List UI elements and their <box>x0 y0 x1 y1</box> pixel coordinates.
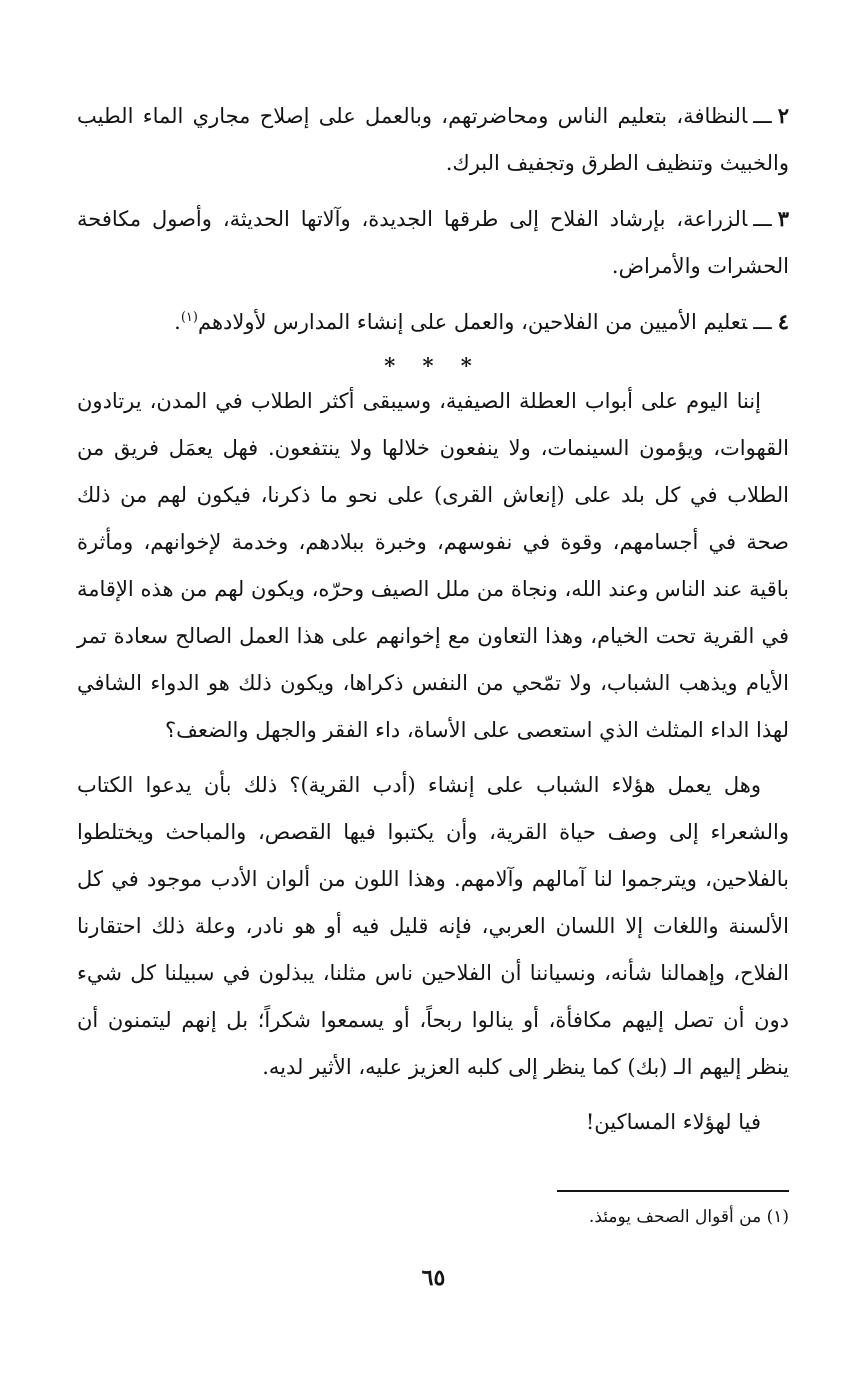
footnote-reference: (١) <box>180 310 198 325</box>
page-number: ٦٥ <box>421 1265 446 1291</box>
list-item-dash: ـــ <box>753 104 772 128</box>
list-item-number: ٣ <box>777 206 789 231</box>
list-item <box>77 92 789 187</box>
footnote-divider <box>557 1190 789 1192</box>
list-item-dash: ـــ <box>753 207 772 231</box>
page-body <box>77 92 789 1146</box>
section-separator: * * * <box>384 353 482 378</box>
footnote: (١) من أقوال الصحف يومئذ. <box>588 1207 789 1227</box>
list-item-number: ٤ <box>777 309 789 334</box>
body-paragraph: إننا اليوم على أبواب العطلة الصيفية، وسيبقى أكثر الطلاب في المدن، يرتادون القهوات، ويؤمون السينمات، ولا ينفعون خلالها ولا ينتفعون. فهل يعمَل فريق من الطلاب في كل بلد على (إنعاش القرى) على نحو ما ذكرنا، فيكون لهم من ذلك صحة في أجسامهم، وقوة في نفوسهم، وخبرة ببلادهم، وخدمة لإخوانهم، ومأثرة باقية عند الناس وعند الله، ونجاة من ملل الصيف وحرّه، ويكون لهم من هذه الإقامة في القرية تحت الخيام، وهذا التعاون مع إخوانهم على هذا العمل الصالح سعادة تمر الأيام ويذهب الشباب، ولا تمّحي من النفس ذكراها، ويكون ذلك هو الدواء الشافي لهذا الداء المثلث الذي استعصى على الأساة، داء الفقر والجهل والضعف؟ <box>77 389 789 742</box>
list-item-text: تعليم الأميين من الفلاحين، والعمل على إنشاء المدارس لأولادهم <box>197 310 748 334</box>
list-item <box>77 195 789 290</box>
body-paragraph: وهل يعمل هؤلاء الشباب على إنشاء (أدب القرية)؟ ذلك بأن يدعوا الكتاب والشعراء إلى وصف حياة القرية، وأن يكتبوا فيها القصص، والمباحث ويختلطوا بالفلاحين، ويترجموا لنا آمالهم وآلامهم. وهذا اللون من ألوان الأدب موجود في كل الألسنة واللغات إلا اللسان العربي، فإنه قليل فيه أو هو نادر، وعلة ذلك احتقارنا الفلاح، وإهمالنا شأنه، ونسياننا أن الفلاحين ناس مثلنا، يبذلون في سبيلنا كل شيء دون أن تصل إليهم مكافأة، أو ينالوا ربحاً، أو يسمعوا شكراً؛ بل إنهم ليتمنون أن ينظر إليهم الـ (بك) كما ينظر إلى كلبه العزيز عليه، الأثير لديه. <box>77 773 789 1079</box>
list-item-number: ٢ <box>777 103 789 128</box>
list-item-text: النظافة، بتعليم الناس ومحاضرتهم، وبالعمل على إصلاح مجاري الماء الطيب والخبيث وتنظيف الطرق وتجفيف البرك. <box>77 104 789 175</box>
closing-line: فيا لهؤلاء المساكين! <box>585 1110 761 1134</box>
list-item <box>77 298 789 346</box>
list-item-text: الزراعة، بإرشاد الفلاح إلى طرقها الجديدة، وآلاتها الحديثة، وأصول مكافحة الحشرات والأمراض. <box>77 207 789 278</box>
list-item-end: . <box>174 310 181 334</box>
list-item-dash: ـــ <box>753 310 772 334</box>
